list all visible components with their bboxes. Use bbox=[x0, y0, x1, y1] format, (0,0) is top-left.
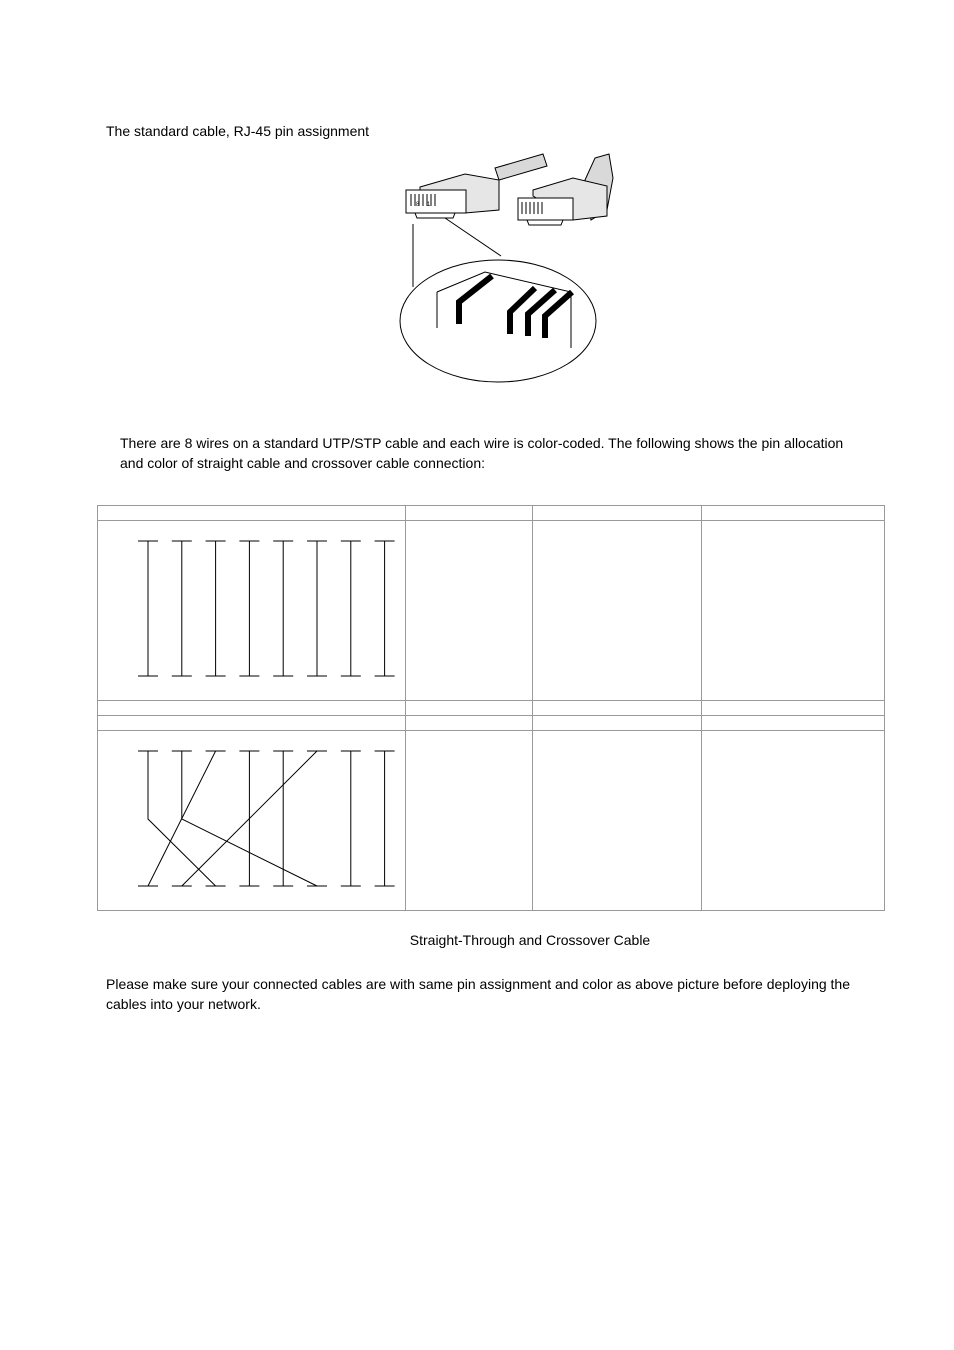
closing-line-2: cables into your network. bbox=[106, 996, 261, 1012]
pin-label-1: 1 bbox=[427, 202, 431, 208]
rj45-heading: The standard cable, RJ-45 pin assignment bbox=[106, 123, 370, 139]
intro-paragraph bbox=[120, 433, 890, 473]
rj45-connector-illustration bbox=[395, 150, 635, 390]
intro-line-1: There are 8 wires on a standard UTP/STP cable and each wire is color-coded. The following shows the pin allocation bbox=[120, 435, 844, 451]
crossover-wiring-cell bbox=[98, 731, 406, 911]
closing-line-1: Please make sure your connected cables are with same pin assignment and color as above picture before deploying the bbox=[106, 976, 850, 992]
figure-caption: Straight-Through and Crossover Cable bbox=[409, 932, 651, 948]
intro-line-2: and color of straight cable and crossover cable connection: bbox=[120, 455, 485, 471]
pin-label-8: 8 bbox=[416, 202, 420, 208]
straight-through-wiring-diagram bbox=[98, 521, 406, 700]
closing-paragraph bbox=[106, 974, 896, 1014]
cable-pin-table bbox=[97, 505, 885, 911]
straight-through-wiring-cell bbox=[98, 521, 406, 701]
magnified-pin-detail bbox=[400, 260, 596, 382]
crossover-wiring-diagram bbox=[98, 731, 406, 910]
